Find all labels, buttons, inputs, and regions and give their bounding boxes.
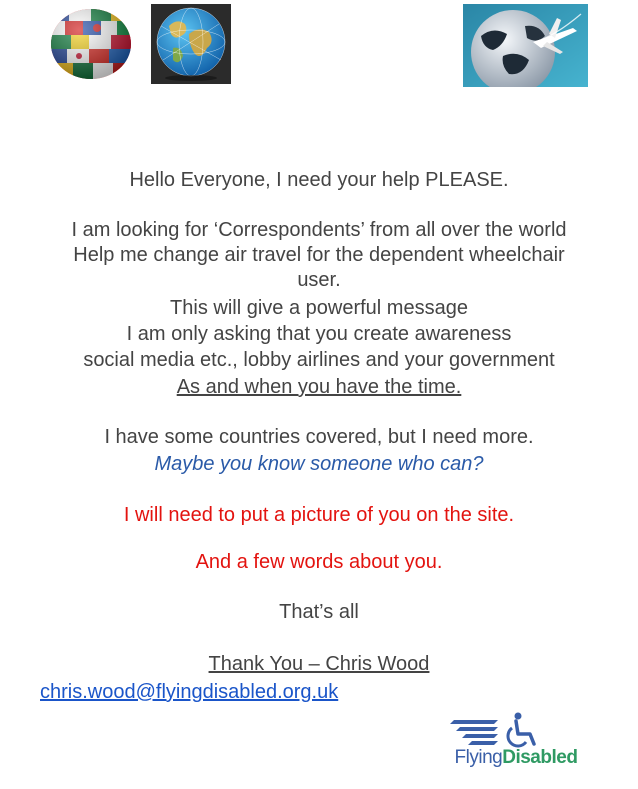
greeting-text: Hello Everyone, I need your help PLEASE.	[129, 169, 509, 191]
words-request: And a few words about you.	[195, 551, 443, 573]
paragraph-line: user.	[297, 269, 341, 291]
logo-word-flying: Flying	[454, 747, 503, 768]
paragraph-line: social media etc., lobby airlines and your government	[83, 349, 555, 371]
thats-all-text: That’s all	[279, 601, 359, 623]
wheelchair-wings-icon	[446, 710, 586, 750]
logo-word-disabled: Disabled	[502, 747, 578, 768]
paragraph-line: This will give a powerful message	[170, 297, 468, 319]
signature: Thank You – Chris Wood	[208, 653, 430, 675]
signature-line	[0, 652, 638, 676]
time-note: As and when you have the time.	[176, 376, 462, 398]
logo-wordmark	[446, 747, 586, 769]
earth-icon	[151, 4, 231, 84]
paragraph-line: I am only asking that you create awareness	[126, 323, 512, 345]
paragraph-line: I am looking for ‘Correspondents’ from all over the world	[71, 219, 567, 241]
flag-globe-icon	[49, 7, 133, 81]
someone-question: Maybe you know someone who can?	[154, 453, 484, 475]
paragraph-line-underlined	[0, 375, 638, 399]
paragraph-line: Help me change air travel for the dependent wheelchair	[73, 244, 565, 266]
plane-globe-icon	[463, 4, 588, 87]
countries-text: I have some countries covered, but I need more.	[104, 426, 534, 448]
flying-disabled-logo	[446, 710, 586, 772]
email-link[interactable]: chris.wood@flyingdisabled.org.uk	[40, 681, 339, 703]
picture-request: I will need to put a picture of you on the site.	[123, 504, 515, 526]
